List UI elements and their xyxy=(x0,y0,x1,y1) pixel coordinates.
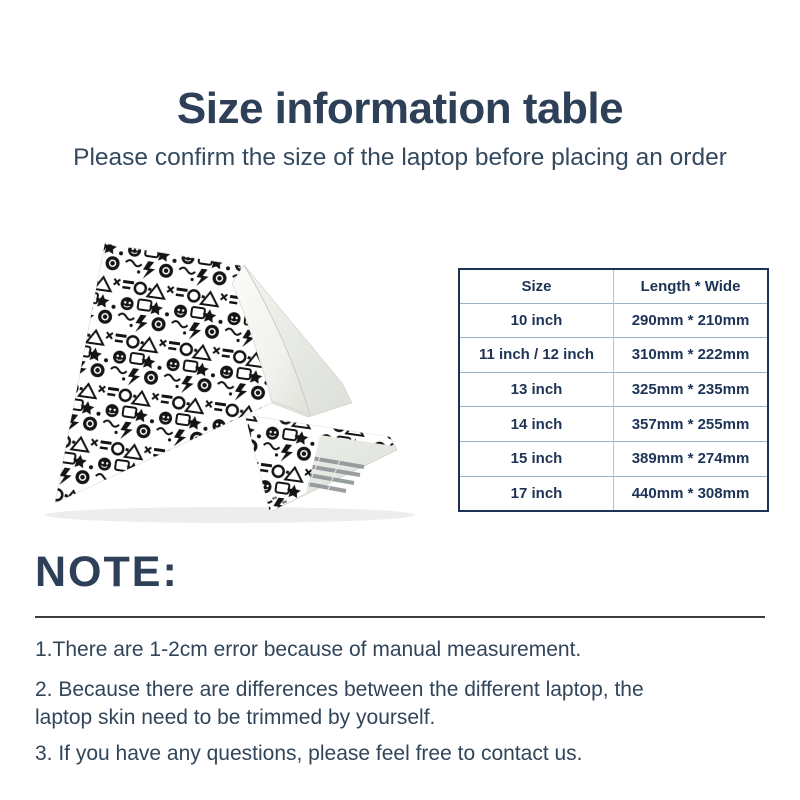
note-item-3: 3. If you have any questions, please feel free to contact us. xyxy=(35,742,583,765)
laptop-base xyxy=(245,415,397,512)
dimensions-cell: 325mm * 235mm xyxy=(614,372,769,407)
laptop-shadow xyxy=(45,507,415,523)
note-divider xyxy=(35,616,765,618)
size-cell: 13 inch xyxy=(459,372,614,407)
table-row xyxy=(459,303,768,338)
laptop-skin-illustration xyxy=(20,225,450,525)
table-row xyxy=(459,372,768,407)
size-cell: 10 inch xyxy=(459,303,614,338)
table-row xyxy=(459,338,768,373)
size-table-header-row xyxy=(459,269,768,303)
dimensions-cell: 389mm * 274mm xyxy=(614,442,769,477)
size-cell: 15 inch xyxy=(459,442,614,477)
size-cell: 14 inch xyxy=(459,407,614,442)
dimensions-cell: 290mm * 210mm xyxy=(614,303,769,338)
dimensions-cell: 357mm * 255mm xyxy=(614,407,769,442)
size-column-header: Size xyxy=(521,277,552,295)
table-row xyxy=(459,476,768,511)
page-title: Size information table xyxy=(176,84,624,133)
size-cell: 11 inch / 12 inch xyxy=(459,338,614,373)
table-row xyxy=(459,407,768,442)
note-item-1: 1.There are 1-2cm error because of manual measurement. xyxy=(35,638,582,661)
dimensions-column-header: Length * Wide xyxy=(614,269,769,303)
size-table xyxy=(458,268,769,512)
note-item-2: 2. Because there are differences between the different laptop, the laptop skin need to be trimmed by yourself. xyxy=(35,678,644,730)
table-row xyxy=(459,442,768,477)
dimensions-cell: 310mm * 222mm xyxy=(614,338,769,373)
note-heading: NOTE: xyxy=(35,548,179,596)
dimensions-cell: 440mm * 308mm xyxy=(614,476,769,511)
laptop-product-image xyxy=(20,225,450,525)
page-subtitle: Please confirm the size of the laptop before placing an order xyxy=(73,144,727,171)
size-cell: 17 inch xyxy=(459,476,614,511)
